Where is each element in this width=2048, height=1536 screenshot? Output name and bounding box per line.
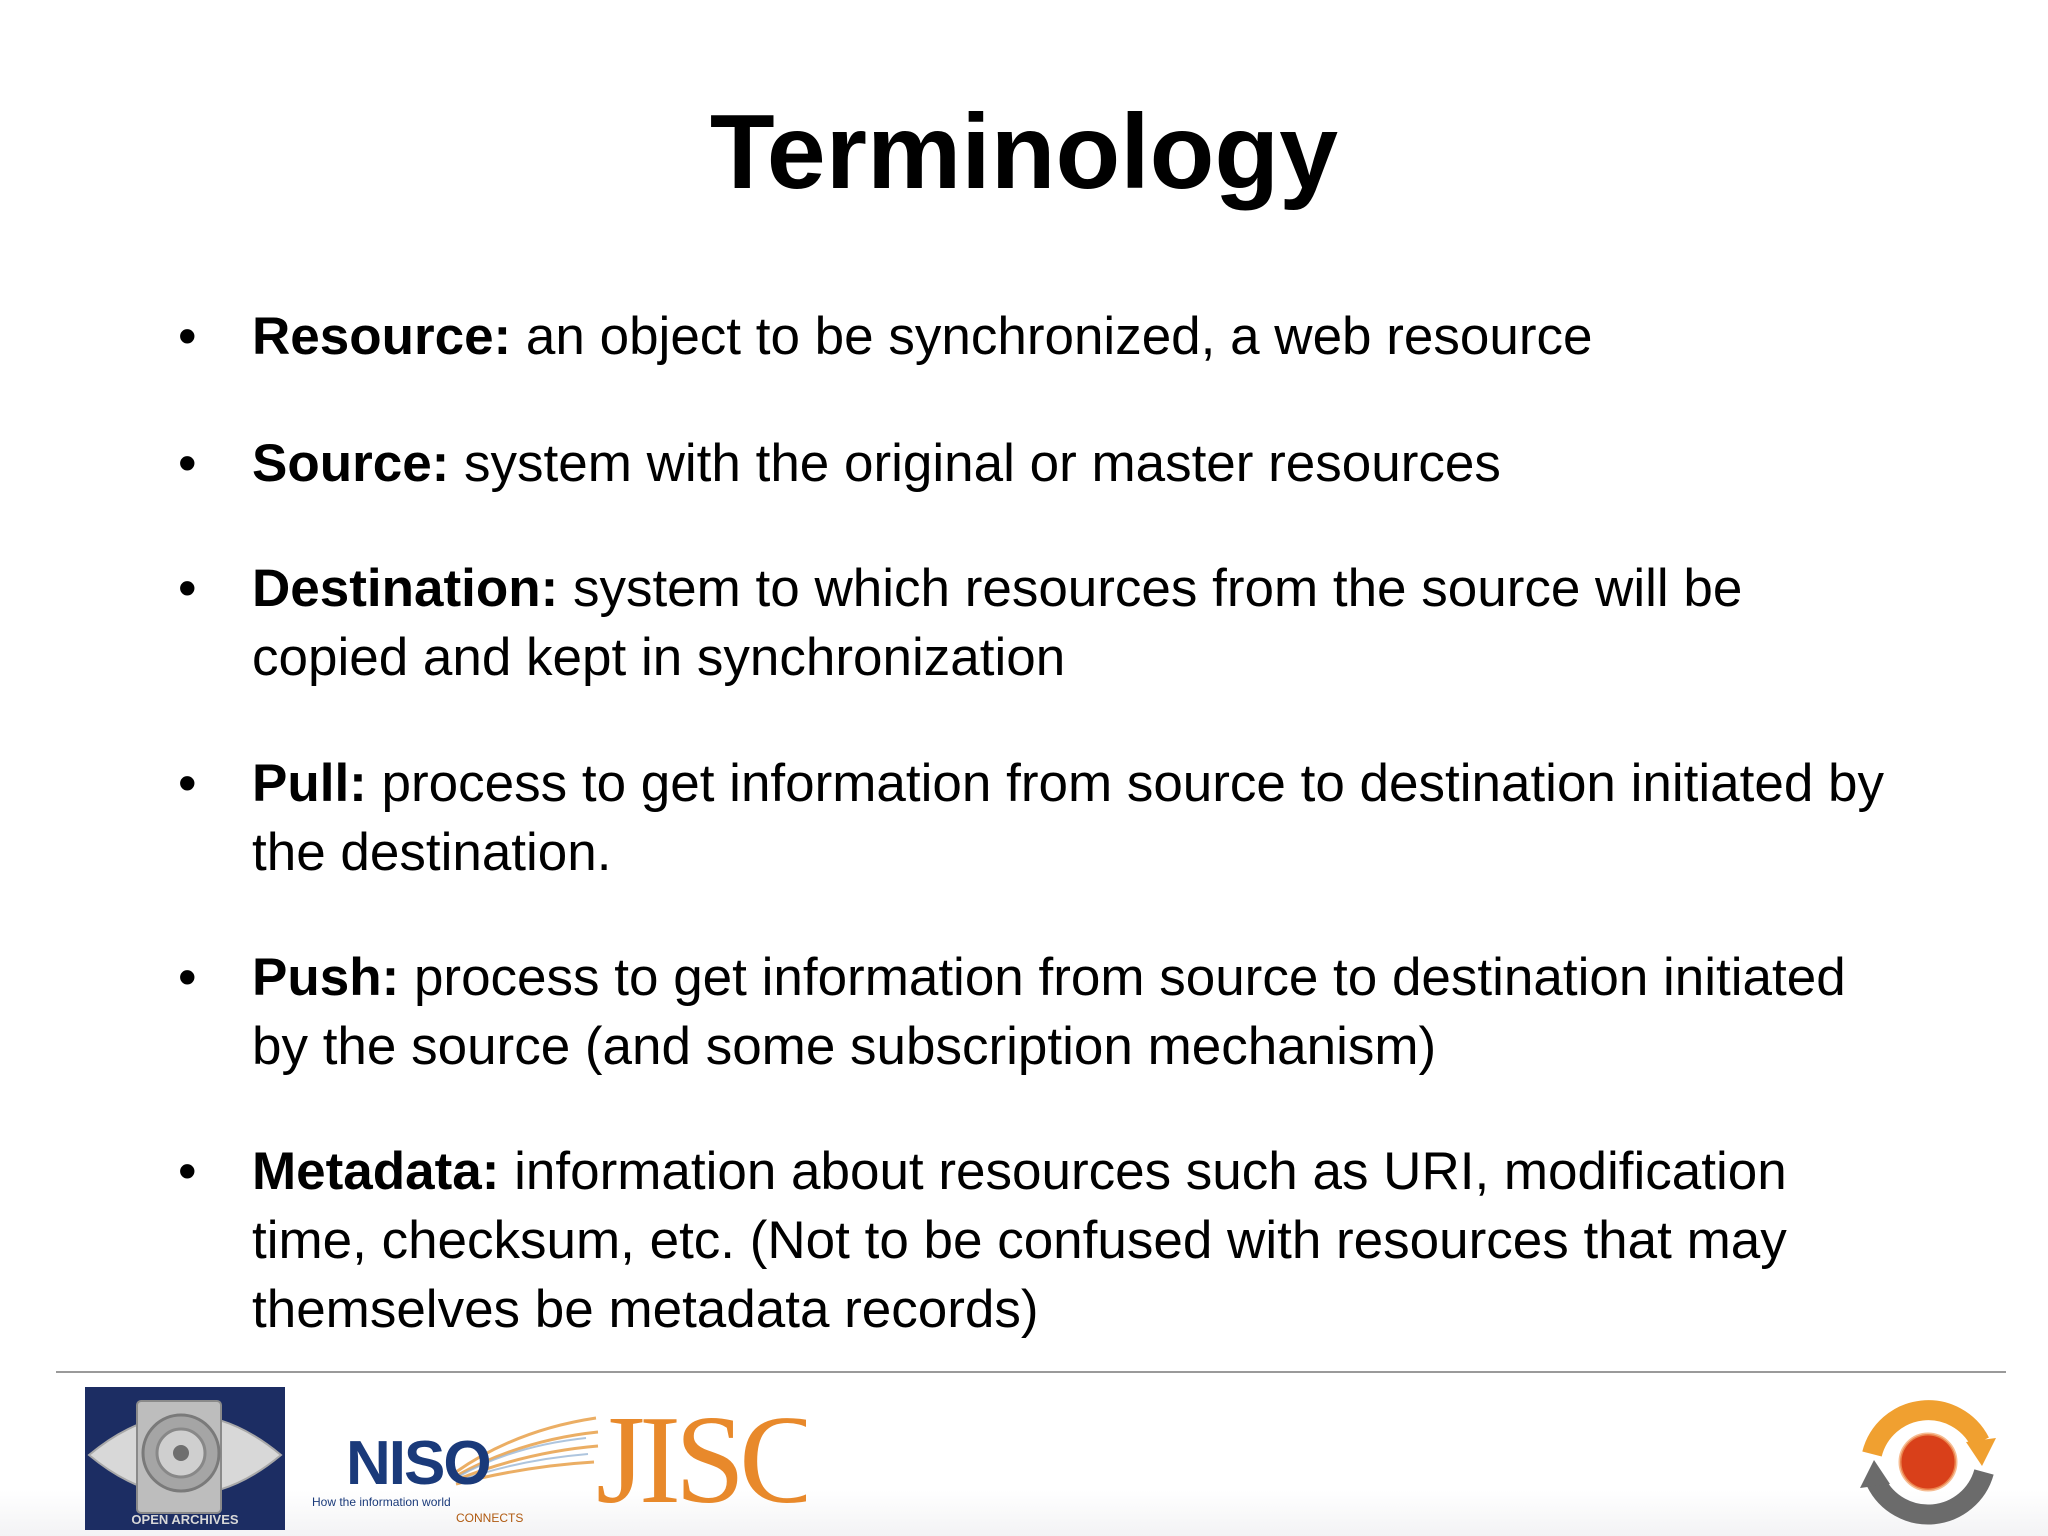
bullet-text: system with the original or master resources (449, 434, 1501, 493)
bullet-term: Source: (252, 434, 450, 493)
open-archives-eye-icon (85, 1387, 285, 1530)
bullet-glyph: • (178, 559, 197, 618)
open-archives-label: OPEN ARCHIVES (131, 1512, 239, 1527)
sync-circle-icon (1858, 1392, 1998, 1532)
niso-tagline: How the information world (312, 1495, 451, 1509)
bullet-text: process to get information from source to destination initiated by the source (and some subscription mechanism) (252, 948, 1846, 1076)
open-archives-logo (85, 1387, 285, 1530)
bullet-body (252, 749, 1892, 887)
bullet-glyph: • (178, 948, 197, 1007)
niso-logo (306, 1400, 606, 1530)
bullet-text: process to get information from source to destination initiated by the destination. (252, 754, 1885, 882)
bullet-term: Pull: (252, 754, 367, 813)
bullet-term: Resource: (252, 307, 512, 366)
resourcesync-logo (1858, 1392, 1998, 1532)
bullet-glyph: • (178, 307, 197, 366)
bullet-glyph: • (178, 1142, 197, 1201)
bullet-body (252, 429, 1892, 498)
bullet-text: system to which resources from the source will be copied and kept in synchronization (252, 559, 1743, 687)
jisc-logo (596, 1392, 806, 1522)
bullet-text: information about resources such as URI, modification time, checksum, etc. (Not to be confused with resources that may themselves be metadata records) (252, 1142, 1787, 1339)
niso-tagline-connects: CONNECTS (456, 1511, 524, 1525)
bullet-glyph: • (178, 434, 197, 493)
bullet-term: Metadata: (252, 1142, 500, 1201)
bullet-body (252, 302, 1892, 371)
bullet-term: Push: (252, 948, 400, 1007)
bullet-glyph: • (178, 754, 197, 813)
slide-title: Terminology (709, 93, 1339, 211)
niso-wordmark: NISO (346, 1429, 490, 1498)
jisc-wordmark: JISC (596, 1392, 806, 1522)
bullet-body (252, 554, 1892, 692)
bullet-body (252, 943, 1892, 1081)
bullet-text: an object to be synchronized, a web resource (511, 307, 1593, 366)
bullet-body (252, 1137, 1892, 1344)
footer-divider (56, 1371, 2006, 1373)
bullet-term: Destination: (252, 559, 559, 618)
